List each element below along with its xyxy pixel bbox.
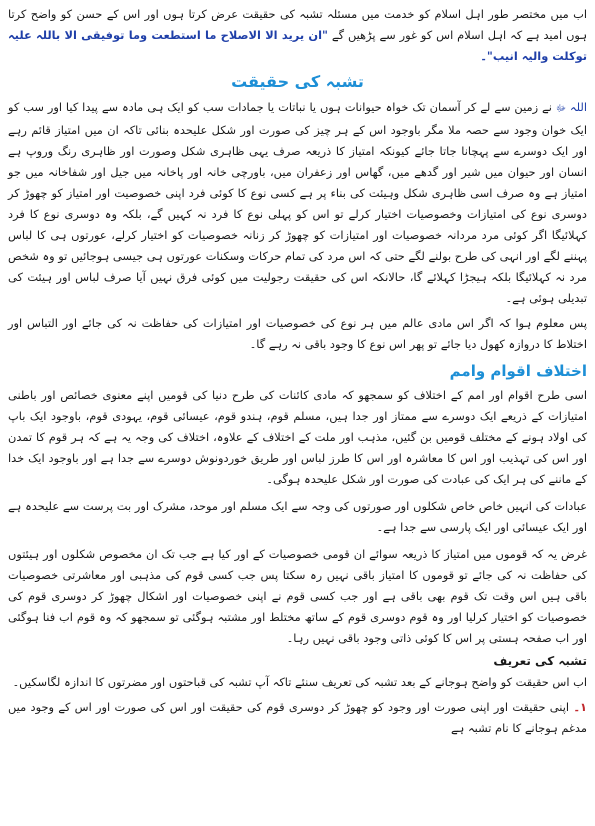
paragraph-nations: اسی طرح اقوام اور امم کے اختلاف کو سمجھو کہ مادی کائنات کی طرح دنیا کی قومیں اپنے معنوی خصائص اور باطنی امتیازات کے ذریعے ایک دوسرے سے ممتاز اور جدا ہیں، مسلم قوم، ہندو قوم، عیسائی قوم، یہودی قوم، باوجود ایک باپ کی اولاد ہونے کے مختلف قومیں بن گئیں، مذہب اور ملت کے اختلاف کے علاوہ، اختلاف کی وجہ یہ ہے کہ ہر قوم کا تمدن اور اس کی تہذیب اور اس کا معاشرہ اور اس کا طرز لباس اور طریق خوردونوش دوسرے سے جدا ہے اور باوجود ایک خدا کے ماننے کی ہر ایک کی عبادت کی صورت اور شکل علیحدہ ہوگی۔: [8, 388, 587, 486]
definition-item-1: [8, 697, 587, 739]
section-heading-nations-difference: اختلاف اقوام وامم: [449, 362, 587, 380]
intro-paragraph: [8, 4, 587, 67]
paragraph-conclusion: پس معلوم ہوا کہ اگر اس مادی عالم میں ہر نوع کی خصوصیات اور امتیازات کی حفاظت نہ کی جائے اور التباس اور اختلاط کا دروازہ کھول دیا جائے تو پھر اس نوع کا وجود باقی نہ رہے گا۔: [8, 316, 587, 351]
paragraph-worship: عبادات کی انہیں خاص خاص شکلوں اور صورتوں کی وجہ سے ایک مسلم اور موحد، مشرک اور بت پرست سے علیحدہ ہے اور ایک عیسائی اور ایک پارسی سے جدا ہے۔: [8, 499, 587, 534]
honorific-symbol: ﷻ: [555, 104, 566, 114]
paragraph-creation: [8, 97, 587, 309]
arabic-quote: "ان یرید الا الاصلاح ما استطعت وما توفیقی الا باللہ علیہ توکلت والیہ انیب"۔: [8, 28, 587, 63]
section-heading-tashabbuh-reality: تشبہ کی حقیقت: [231, 72, 364, 91]
intro-text: اب میں مختصر طور اہل اسلام کو خدمت میں مسئلہ تشبہ کی حقیقت عرض کرتا ہوں اور اس کے حسن کو واضح کرتا ہوں امید ہے کہ اہل اسلام اس کو غور سے پڑھیں گے: [8, 7, 587, 42]
paragraph-distinction: غرض یہ کہ قوموں میں امتیاز کا ذریعہ سوائے ان قومی خصوصیات کے اور کیا ہے جب تک ان مخصوص شکلوں اور ہیئتوں کی حفاظت نہ کی جائے تو قوموں کا امتیاز باقی نہیں رہ سکتا پس جب کسی قوم کی مذہبی اور معاشرتی خصوصیات باقی ہیں اس وقت تک قوم بھی باقی ہے اور جب کسی قوم نے اپنی خصوصیات اور اشکال چھوڑ کر دوسری قوم کی خصوصیات کو اختیار کرلیا اور وہ قوم دوسری قوم کے ساتھ مختلط اور مشتبہ ہوگئی تو سمجھو کہ وہ قوم اب فنا ہوگئی اور اب صفحہ ہستی پر اس کا کوئی ذاتی وجود باقی نہیں رہا۔: [8, 547, 587, 645]
paragraph-definition-intro: اب اس حقیقت کو واضح ہوجانے کے بعد تشبہ کی تعریف سنئے تاکہ آپ تشبہ کی قباحتوں اور مضرتوں کا اندازہ لگاسکیں۔: [12, 675, 587, 689]
allah-word: اللہ: [569, 100, 588, 114]
section-heading-definition: تشبہ کی تعریف: [493, 654, 587, 668]
paragraph-creation-text: نے زمین سے لے کر آسمان تک خواہ حیوانات ہوں یا نباتات یا جمادات سب کو ایک ہی مادہ سے پیدا کیا اور سب کو ایک خوان وجود سے حصہ ملا مگر باوجود اس کے ہر چیز کی صورت اور شکل علیحدہ بنائی تاکہ ان میں امتیاز قائم رہے اور ایک دوسرے سے پہچانا جاتا جائے کیونکہ امتیاز کا ذریعہ صرف یہی ظاہری شکل وصورت اور ظاہری رنگ وروپ ہے انسان اور حیوان میں شیر اور گدھے میں، گھاس اور زعفران میں، باورچی خانہ اور پاخانہ میں جیل اور شفاخانہ میں جو امتیاز ہے وہ صرف اسی ظاہری شکل وہیئت کی بناء پر ہے کسی نوع کا کوئی فرد اپنی خصوصیت اور امتیاز کو چھوڑ کر دوسری نوع کی امتیازات وخصوصیات اختیار کرلے تو اس کو پہلی نوع کا فرد نہ کہیں گے، بلکہ وہ دوسری نوع کا فرد کہلائیگا اگر کوئی مرد مردانہ خصوصیات اور امتیازات کو چھوڑ کر زنانہ خصوصیات کو اختیار کرلے، عورتوں ہی کا لباس پہننے لگے اور انہی کی طرح بولنے لگے حتی کہ اس مرد کی تمام حرکات وسکنات عورتوں ہی جیسی ہوجائیں تو وہ شخص مرد نہ کہلائیگا بلکہ ہیجڑا کہلائے گا، حالانکہ اس کی حقیقت رجولیت میں کوئی فرق نہیں آیا صرف لباس اور ہیئت کی تبدیلی ہوئی ہے۔: [8, 100, 587, 305]
definition-item-text: اپنی حقیقت اور اپنی صورت اور وجود کو چھوڑ کر دوسری قوم کی حقیقت اور اس کی صورت اور اس کے وجود میں مدغم ہوجانے کا نام تشبہ ہے: [8, 700, 587, 735]
item-number: ۱۔: [573, 700, 587, 714]
